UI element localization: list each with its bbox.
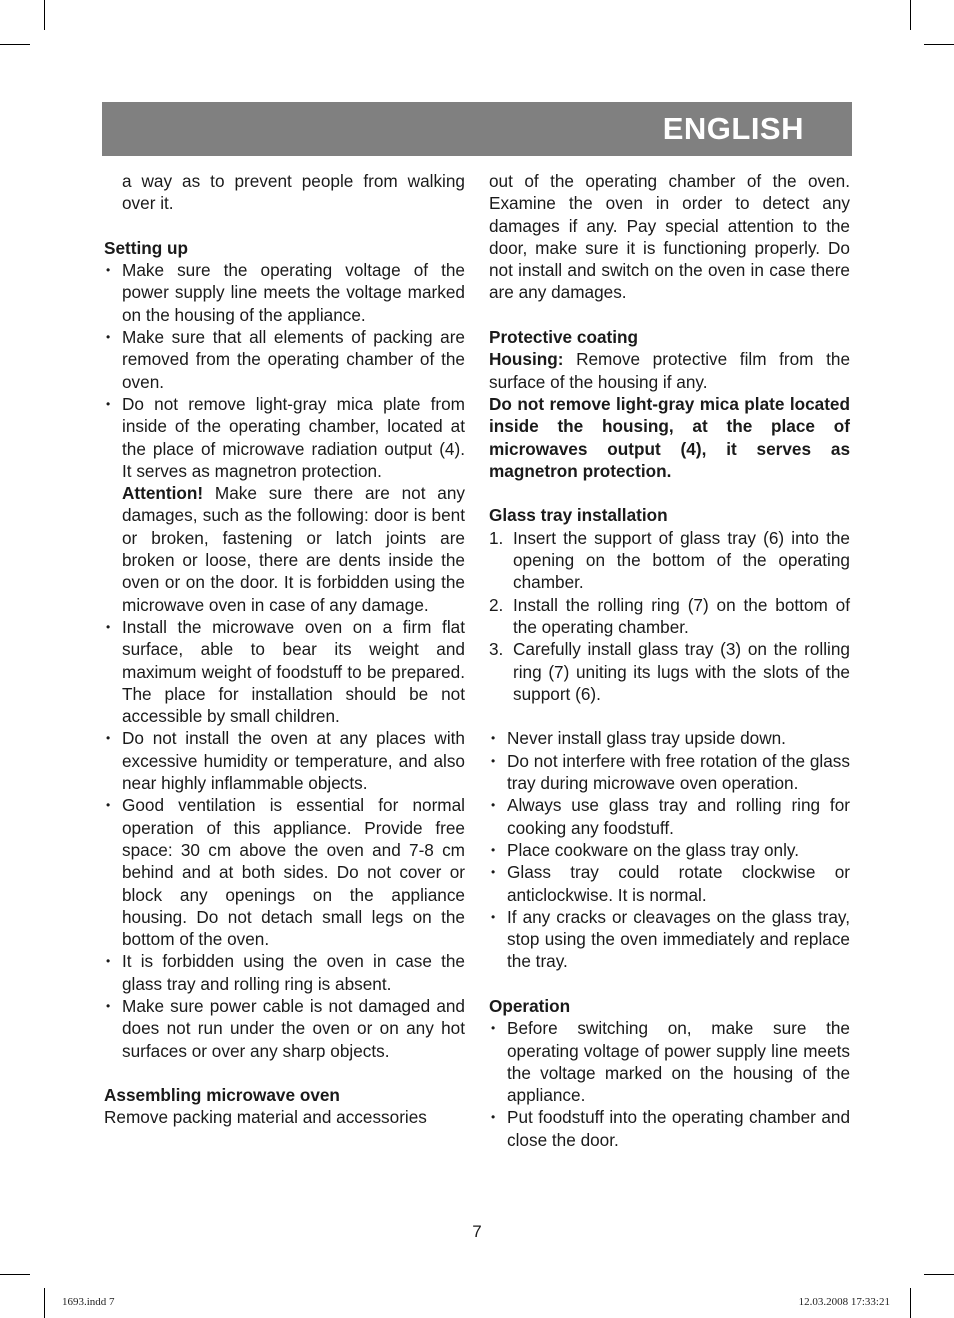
section-heading-operation: Operation [489, 995, 571, 1016]
right-column [489, 170, 850, 1151]
left-column [104, 170, 465, 1129]
list-item: • Put foodstuff into the operating chamber and close the door. [489, 1106, 850, 1151]
continued-paragraph: a way as to prevent people from walking over it. [122, 171, 465, 214]
section-heading-assembling: Assembling microwave oven [104, 1085, 340, 1106]
crop-mark [924, 44, 954, 45]
glass-tray-notes [489, 727, 850, 972]
housing-text: Remove protective film from the surface of the housing if any. [489, 349, 850, 392]
section-heading-protective-coating: Protective coating [489, 327, 638, 348]
list-item: • Place cookware on the glass tray only. [489, 839, 850, 861]
page-number: 7 [472, 1222, 482, 1241]
housing-paragraph [489, 348, 850, 393]
list-item: • It is forbidden using the oven in case the glass tray and rolling ring is absent. [104, 950, 465, 995]
list-item: • Do not install the oven at any places with excessive humidity or temperature, and also near highly inflammable objects. [104, 727, 465, 794]
crop-mark [0, 44, 30, 45]
attention-text: Make sure there are not any damages, such as the following: door is bent or broken, fastening or latch joints are broken or loose, there are dents inside the oven or on the door. It is forbidden using the microwave oven in case of any damage. [122, 483, 465, 615]
section-heading-glass-tray: Glass tray installation [489, 505, 668, 526]
continued-paragraph: out of the operating chamber of the oven. Examine the oven in order to detect any damages if any. Pay special attention to the door, make sure it is functioning properly. Do not install and switch on the oven in case there are any damages. [489, 171, 850, 303]
section-heading-setting-up: Setting up [104, 237, 189, 258]
language-title: ENGLISH [662, 111, 804, 146]
list-item: • Install the microwave oven on a firm flat surface, able to bear its weight and maximum weight of foodstuff to be prepared. The place for installation should be not accessible by small children. [104, 616, 465, 727]
list-item: • Before switching on, make sure the operating voltage of power supply line meets the voltage marked on the housing of the appliance. [489, 1017, 850, 1106]
attention-paragraph [104, 482, 465, 616]
crop-mark [924, 1274, 954, 1275]
crop-mark [910, 1288, 911, 1318]
list-item: • Make sure power cable is not damaged and does not run under the oven or on any hot surfaces or over any sharp objects. [104, 995, 465, 1062]
attention-label: Attention! [122, 483, 204, 504]
setting-up-list [104, 259, 465, 482]
assembling-text: Remove packing material and accessories [104, 1107, 427, 1128]
glass-tray-steps [489, 527, 850, 705]
print-slug-date: 12.03.2008 17:33:21 [798, 1296, 890, 1308]
list-item: • Always use glass tray and rolling ring for cooking any foodstuff. [489, 794, 850, 839]
step-item: 3. Carefully install glass tray (3) on the rolling ring (7) uniting its lugs with the slots of the support (6). [489, 639, 850, 704]
setting-up-list-continued [104, 616, 465, 1062]
crop-mark [0, 1274, 30, 1275]
list-item: • Good ventilation is essential for normal operation of this appliance. Provide free space: 30 cm above the oven and 7-8 cm behind and at both sides. Do not cover or block any openings on the appliance housing. Do not detach small legs on the bottom of the oven. [104, 794, 465, 950]
language-header-bar [102, 102, 852, 156]
housing-label: Housing: [489, 349, 564, 370]
list-item: • Make sure the operating voltage of the power supply line meets the voltage marked on the housing of the appliance. [104, 259, 465, 326]
list-item: • Make sure that all elements of packing are removed from the operating chamber of the oven. [104, 326, 465, 393]
list-item: • If any cracks or cleavages on the glass tray, stop using the oven immediately and replace the tray. [489, 906, 850, 973]
mica-warning: Do not remove light-gray mica plate located inside the housing, at the place of microwaves output (4), it serves as magnetron protection. [489, 393, 850, 481]
print-slug-file: 1693.indd 7 [62, 1296, 115, 1308]
step-item: 1. Insert the support of glass tray (6) into the opening on the bottom of the operating chamber. [489, 527, 850, 593]
crop-mark [44, 0, 45, 30]
crop-mark [910, 0, 911, 30]
step-item: 2. Install the rolling ring (7) on the bottom of the operating chamber. [489, 594, 850, 637]
list-item: • Glass tray could rotate clockwise or anticlockwise. It is normal. [489, 861, 850, 906]
list-item: • Never install glass tray upside down. [489, 727, 850, 749]
operation-list [489, 1017, 850, 1151]
list-item: • Do not interfere with free rotation of the glass tray during microwave oven operation. [489, 750, 850, 795]
crop-mark [44, 1288, 45, 1318]
list-item: • Do not remove light-gray mica plate from inside of the operating chamber, located at the place of microwave radiation output (4). It serves as magnetron protection. [104, 393, 465, 482]
